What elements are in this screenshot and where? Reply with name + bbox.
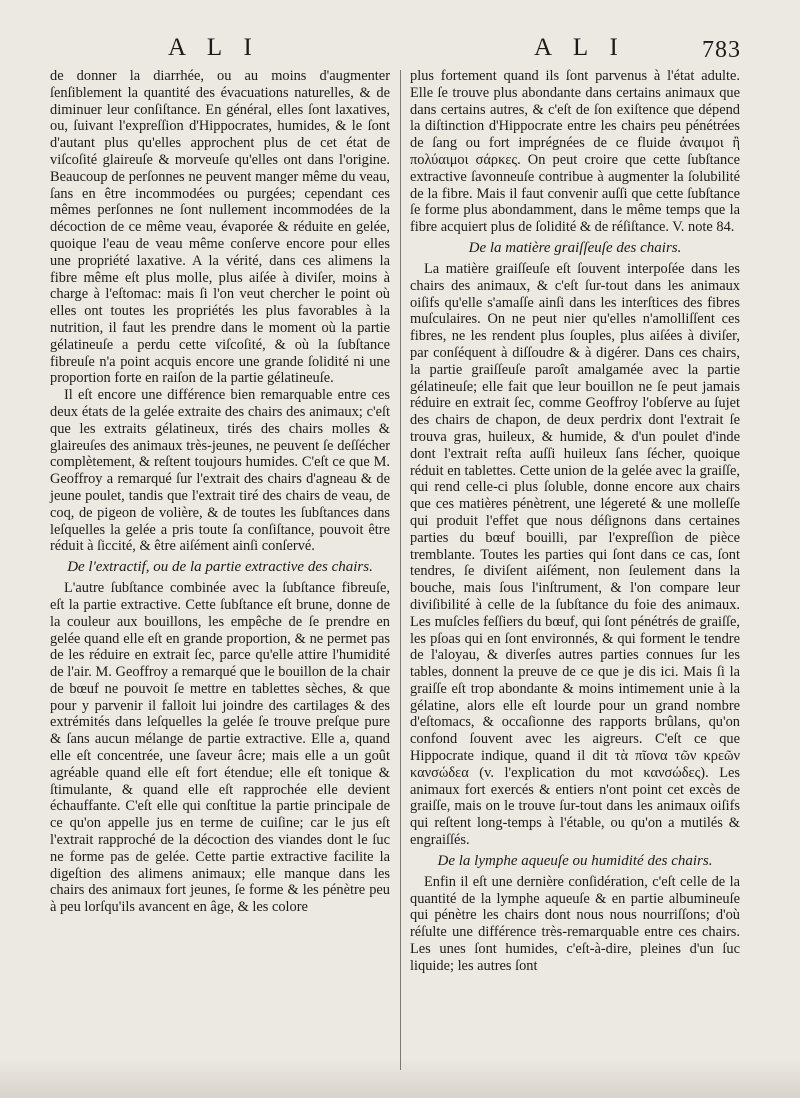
left-column [50, 68, 390, 916]
page-shadow [0, 1058, 800, 1098]
paragraph: Il eſt encore une différence bien remarquable entre ces deux états de la gelée extraite des chairs des animaux; c'eſt que les extraits gélatineux, tirés des chairs molles & glaireuſes des animaux très-jeunes, ne peuvent ſe deſſécher complètement, & reſtent toujours humides. C'eſt ce que M. Geoffroy a remarqué ſur l'extrait des chairs d'agneau & de jeune poulet, tandis que l'extrait tiré des chairs de veau, de coq, de pigeon de volière, & de toutes les ſubſtances dans leſquelles la gelée a pris toute ſa conſiſtance, pouvoit être réduit à ſiccité, & être aiſément ainſi conſervé. [50, 387, 390, 555]
right-column [410, 68, 740, 975]
paragraph: L'autre ſubſtance combinée avec la ſubſtance fibreuſe, eſt la partie extractive. Cette ſubſtance eſt brune, donne de la couleur aux bouillons, les empêche de ſe prendre en gelée quand elle eſt en grande proportion, & ne permet pas de les réduire en extrait ſec, parce qu'elle attire l'humidité de l'air. M. Geoffroy a remarqué que le bouillon de la chair de bœuf ne pouvoit ſe mettre en tablettes sèches, & que pour y parvenir il falloit lui joindre des cartilages & des extrémités dans leſquelles la gelée ſe trouve preſque pure & ſans aucun mélange de partie extractive. Elle a, quand elle eſt concentrée, une ſaveur âcre; mais elle a un goût agréable quand elle eſt fort étendue; elle eſt tonique & ſtimulante, & quand elle eſt rapprochée elle devient échauffante. C'eſt elle qui conſtitue la partie principale de ce qu'on appelle jus en terme de cuiſine; car le jus eſt l'extrait rapproché de la décoction des viandes dont le ſuc ne forme pas de gelée. Cette partie extractive facilite la digeſtion des alimens animaux; elle manque dans les chairs des animaux fort jeunes, ſe forme & les pénètre peu à peu lorſqu'ils avancent en âge, & les colore [50, 580, 390, 916]
running-head-right: A L I [534, 34, 626, 61]
section-heading: De l'extractif, ou de la partie extractive des chairs. [67, 559, 373, 576]
page-number: 783 [702, 37, 741, 63]
column-divider [400, 70, 401, 1070]
paragraph: Enfin il eſt une dernière conſidération, c'eſt celle de la quantité de la lymphe aqueuſe & en partie albumineuſe qui pénètre les chairs dont nous nous nourriſſons; d'où réſulte une différence très-remarquable entre ces chairs. Les unes ſont humides, c'eſt-à-dire, pleines d'un ſuc liquide; les autres ſont [410, 873, 740, 974]
running-head-left: A L I [168, 34, 260, 61]
section-heading: De la lymphe aqueuſe ou humidité des chairs. [437, 852, 713, 869]
section-heading: De la matière graiſſeuſe des chairs. [468, 239, 682, 256]
paragraph: La matière graiſſeuſe eſt ſouvent interpoſée dans les chairs des animaux, & c'eſt ſur-tout dans les animaux oiſifs qu'elle s'amaſſe ainſi dans les interſtices des fibres muſculaires. On ne peut nier qu'elles n'amolliſſent ces fibres, ne les rendent plus ſouples, plus aiſées à diviſer, par conſéquent à diſſoudre & à digérer. Dans ces chairs, la partie graiſſeuſe paroît amalgamée avec la partie gélatineuſe; elle fait que leur bouillon ne ſe peut jamais réduire en extrait ſec, comme Geoffroy l'obſerve au ſujet des chairs de chapon, de deux perdrix dont l'extrait ſe trouva gras, huileux, & humide, & d'un poulet d'inde dont l'extrait reſta auſſi huileux ſans ſécher, quoique réduit en tablettes. Cette union de la gelée avec la graiſſe, qui rend celle-ci plus ſoluble, donne encore aux chairs que ces matières pénètrent, une légereté & une molleſſe qui produit l'effet que nous déſignons dans certaines parties du bœuf bouilli, par l'expreſſion de pièce tremblante. Toutes les parties qui ſont dans ce cas, ſont tendres, ſe diviſent aiſément, non ſeulement dans la bouche, mais ſous l'inſtrument, & l'on compare leur diviſibilité à celle de la ſubſtance du foie des animaux. Les muſcles feſſiers du bœuf, qui ſont pénétrés de graiſſe, les pſoas qui en ſont environnés, & qui forment le tendre de l'aloyau, & diverſes autres parties connues ſur les tables, donnent la preuve de ce que je dis ici. Mais ſi la graiſſe eſt trop abondante & moins intimement unie à la gélatine, alors elle eſt lourde pour un grand nombre d'eſtomacs, & occaſionne des rapports brûlans, qu'on confond ſouvent avec les aigreurs. C'eſt ce que Hippocrate indique, quand il dit τὰ πῖονα τῶν κρεῶν κανσώδεα (v. l'explication du mot κανσώδες). Les animaux fort exercés & entiers n'ont point cet excès de graiſſe, mais on le trouve ſur-tout dans les animaux oiſifs qui reſtent long-temps à l'étable, ou qu'on a mutilés & engraiſſés. [410, 260, 740, 849]
paragraph: plus fortement quand ils ſont parvenus à l'état adulte. Elle ſe trouve plus abondante dans certains animaux que dans certains autres, & c'eſt de ſon exiſtence que dépend la diſtinction d'Hippocrate entre les chairs peu pénétrées de ſang ou fort imprégnées de ce fluide ἀναιμοι ἢ πολύαιμοι σάρκες. On peut croire que cette ſubſtance extractive ſavonneuſe contribue à augmenter la ſolubilité de la fibre. Mais il faut convenir auſſi que cette ſubſtance ſe forme plus abondamment, dans le même temps que la fibre acquiert plus de ſolidité & de réſiſtance. V. note 84. [410, 68, 740, 236]
paragraph: de donner la diarrhée, ou au moins d'augmenter ſenſiblement la quantité des évacuations naturelles, & de diminuer leur conſiſtance. En général, elles ſont laxatives, ou, ſuivant l'expreſſion d'Hippocrates, humides, & le ſont d'autant plus qu'elles approchent plus de cet état de viſcoſité glaireuſe & morveuſe qu'elles ont dans l'origine. Beaucoup de perſonnes ne peuvent manger même du veau, ſans en être incommodées ou purgées; cependant ces mêmes perſonnes ne ſont nullement incommodées de la décoction de ce même veau, évaporée & réduite en gelée, quoique l'eau de veau même conſerve encore pour elles une propriété laxative. A la vérité, dans ces alimens la fibre même eſt plus molle, plus aiſée à diviſer, moins à charge à l'eſtomac: mais ſi l'on veut chercher le point où elles ont toutes les propriétés les plus favorables à la nutrition, il faut les prendre dans le moment où la partie gélatineuſe a perdu cette viſcoſité, & où la ſubſtance fibreuſe n'a point acquis encore une grande ſolidité ni une proportion forte en raiſon de la partie gélatineuſe. [50, 68, 390, 387]
